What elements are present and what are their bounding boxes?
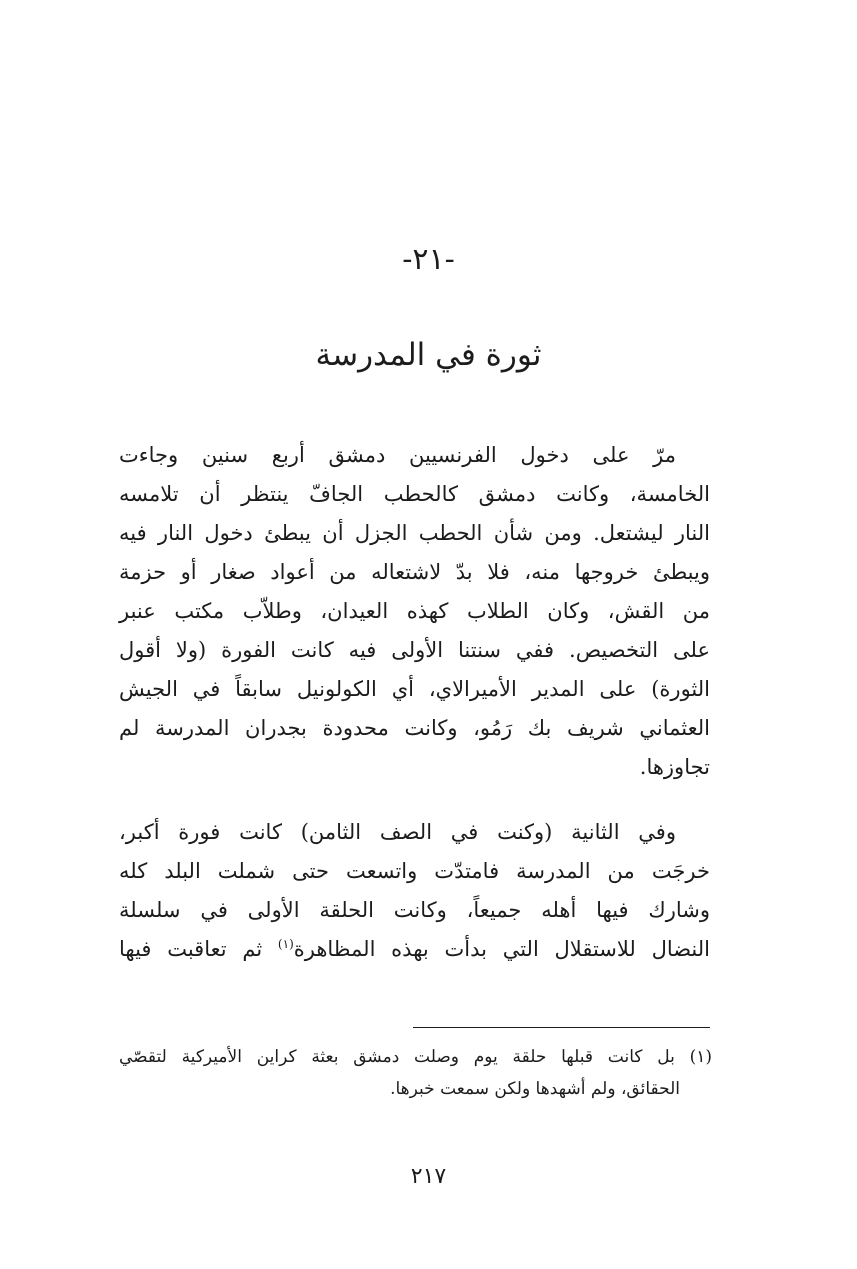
footnote: [119, 1041, 712, 1105]
text-line: خرجَت من المدرسة فامتدّت واتسعت حتى شملت البلد كله: [119, 859, 710, 883]
text-line: تجاوزها.: [639, 755, 710, 779]
text-line: من القش، وكان الطلاب كهذه العيدان، وطلاّب مكتب عنبر: [119, 599, 710, 623]
text-line: النار ليشتعل. ومن شأن الحطب الجزل أن يبطئ دخول النار فيه: [119, 521, 710, 545]
paragraph-1: [119, 436, 710, 787]
text-line: ويبطئ خروجها منه، فلا بدّ لاشتعاله من أعواد صغار أو حزمة: [119, 560, 710, 584]
text-line: وفي الثانية (وكنت في الصف الثامن) كانت فورة أكبر،: [119, 820, 676, 844]
footnote-reference: (١): [277, 937, 294, 951]
chapter-number: -٢١-: [402, 242, 455, 277]
text-segment: النضال للاستقلال التي بدأت بهذه المظاهرة: [293, 937, 711, 961]
footnote-divider: [413, 1027, 710, 1028]
chapter-title: ثورة في المدرسة: [315, 337, 542, 373]
text-line: وشارك فيها أهله جميعاً، وكانت الحلقة الأولى في سلسلة: [119, 898, 710, 922]
text-segment: ثم تعاقبت فيها: [119, 937, 278, 961]
text-line: مرّ على دخول الفرنسيين دمشق أربع سنين وجاءت: [119, 443, 676, 467]
text-line: الخامسة، وكانت دمشق كالحطب الجافّ ينتظر أن تلامسه: [119, 482, 710, 506]
page-number: ٢١٧: [410, 1164, 447, 1189]
text-line: [119, 930, 710, 969]
footnote-line: الحقائق، ولم أشهدها ولكن سمعت خبرها.: [390, 1079, 680, 1099]
text-line: على التخصيص. ففي سنتنا الأولى فيه كانت الفورة (ولا أقول: [119, 638, 710, 662]
paragraph-2: [119, 813, 710, 969]
body-text: [119, 436, 710, 969]
footnote-line: (١) بل كانت قبلها حلقة يوم وصلت دمشق بعثة كراين الأميركية لتقصّي: [119, 1047, 712, 1067]
text-line: الثورة) على المدير الأميرالاي، أي الكولونيل سابقاً في الجيش: [119, 677, 710, 701]
text-line: العثماني شريف بك رَمُو، وكانت محدودة بجدران المدرسة لم: [119, 716, 710, 740]
paragraph-spacer: [119, 787, 710, 813]
